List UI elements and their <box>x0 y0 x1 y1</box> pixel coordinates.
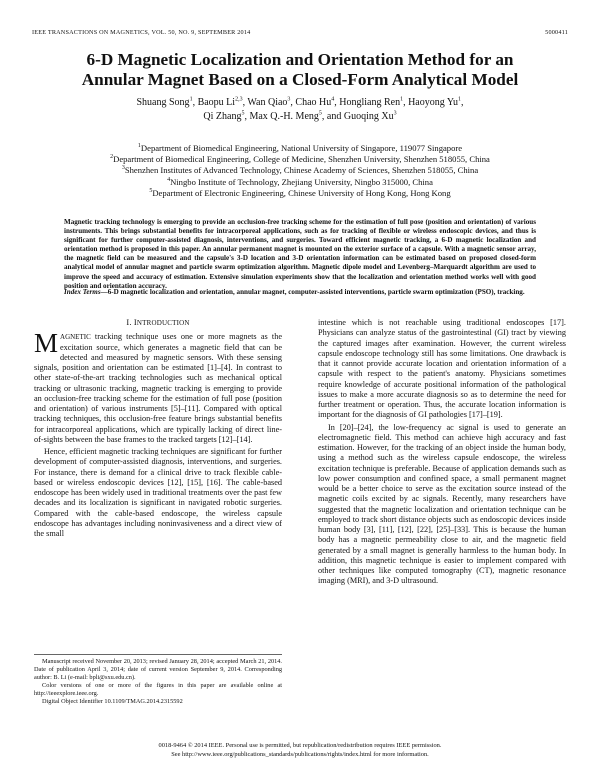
footnotes <box>34 654 282 706</box>
affiliation <box>40 165 560 176</box>
index-terms <box>64 288 536 297</box>
section-first-letter: I <box>133 318 137 327</box>
affiliation-mark: 4 <box>167 176 171 183</box>
footnote-color: Color versions of one or more of the figures in this paper are available online at http://ieeexplore.ieee.org. <box>34 682 282 697</box>
copyright-notice <box>40 742 560 759</box>
author-separator: , <box>334 97 340 108</box>
intro-paragraph-3: intestine which is not reachable using traditional endoscopes [17]. Physicians can analyze status of the gastrointestinal (GI) tract by viewing the captured images after examination. However, the current wireless capsule endoscope technology still has some limitations. One drawback is that it cannot provide accurate location and orientation information of a capsule with respect to the patient's anatomy. Physicians sometimes require knowledge of accurate positional information of the pathological issues to make a more accurate diagnosis so as to determine the need for further treatment or operation. Thus, the accurate location information is important for the diagnosis of GI pathologies [17]–[19]. <box>318 318 566 420</box>
author-separator: , <box>290 97 296 108</box>
affiliation-text: Department of Electronic Engineering, Chinese University of Hong Kong, Hong Kong <box>152 187 451 198</box>
article-number: 5000411 <box>545 29 568 36</box>
affiliation-text: Department of Biomedical Engineering, College of Medicine, Shenzhen University, Shenzhen 518055, China <box>113 154 490 165</box>
author-name: Hongliang Ren <box>339 97 401 108</box>
running-head <box>32 29 568 36</box>
affiliation <box>40 143 560 154</box>
affiliation-list <box>40 143 560 199</box>
copyright-line-2: See http://www.ieee.org/publications_standards/publications/rights/index.html for more information. <box>171 750 429 758</box>
author-affil-mark: 4 <box>331 96 335 103</box>
affiliation-text: Department of Biomedical Engineering, National University of Singapore, 119077 Singapore <box>140 143 463 153</box>
author-separator: , <box>460 97 464 108</box>
journal-info: IEEE TRANSACTIONS ON MAGNETICS, VOL. 50, NO. 9, SEPTEMBER 2014 <box>32 29 251 36</box>
author-affil-mark: 1 <box>457 96 461 103</box>
author-affil-mark: 2,3 <box>235 96 243 103</box>
index-terms-dash: — <box>100 288 108 296</box>
affiliation-mark: 3 <box>121 165 125 172</box>
paragraph-text: tracking technique uses one or more magnets as the excitation source, which generates a magnetic field that can be detected and measured by magnetic sensors. With these sensing signals, position and orientation can be estimated [1]–[4]. In contrast to other state-of-the-art tracking technologies such as mechanical optical tracking or ultrasonic tracking, magnetic tracking is emerging to provide an occlusion-free tracking scheme for the estimation of full pose (position and orientation) of various instruments [5]–[11]. Compared with optical tracking techniques, this occlusion-free feature brings substantial benefits for intracorporeal applications, which are typically lacking of direct line-of-sights between the base frames to the tracked targets [12]–[14]. <box>34 332 282 444</box>
author-line-2 <box>40 110 560 124</box>
section-title-rest: NTRODUCTION <box>136 319 190 327</box>
affiliation-mark: 2 <box>110 154 114 161</box>
footnote-manuscript: Manuscript received November 20, 2013; revised January 28, 2014; accepted March 21, 2014. Date of publication April 3, 2014; date of current version September 9, 2014. Corresponding author: B. Li (e-mail: bpli@sxu.edu.cn). <box>34 658 282 681</box>
drop-cap-word: AGNETIC <box>60 333 91 342</box>
intro-paragraph-2: Hence, efficient magnetic tracking techniques are significant for further development of computer-assisted diagnosis, interventions, and surgeries. For instance, there is demand for a clinical drive to track flexible cable-based or wireless endoscopic devices [12], [15], [16]. The cable-based endoscope has been widely used in traditional treatments over the past few decades and its localization is significant in navigated robotic surgeries. Compared with the cable-based endoscope, the wireless capsule endoscope has advantages including noninvasiveness and a direct view of the small <box>34 447 282 538</box>
section-heading-introduction <box>34 318 282 328</box>
paper-title <box>30 50 570 90</box>
left-column <box>34 318 282 539</box>
author-affil-mark: 3 <box>287 96 291 103</box>
author-name: Haoyong Yu <box>408 97 458 108</box>
index-terms-label: Index Terms <box>64 288 101 296</box>
copyright-line-1: 0018-9464 © 2014 IEEE. Personal use is permitted, but republication/redistribution requires IEEE permission. <box>158 742 442 749</box>
author-separator: , and <box>321 110 344 122</box>
author-name: Qi Zhang <box>203 110 242 122</box>
author-name: Max Q.-H. Meng <box>249 110 319 122</box>
right-column <box>318 318 566 587</box>
intro-paragraph-1 <box>34 328 282 445</box>
author-line-1 <box>40 96 560 110</box>
affiliation-mark: 5 <box>149 187 153 194</box>
author-separator: , <box>192 97 198 108</box>
author-separator: , <box>242 97 248 108</box>
affiliation <box>40 177 560 188</box>
author-name: Guoqing Xu <box>343 110 394 122</box>
author-affil-mark: 1 <box>400 96 404 103</box>
author-affil-mark: 1 <box>189 96 193 103</box>
author-separator: , <box>244 110 250 122</box>
section-numeral: I. <box>126 318 134 327</box>
author-list <box>40 96 560 123</box>
index-terms-text: 6-D magnetic localization and orientation, annular magnet, computer-assisted interventions, particle swarm optimization (PSO), tracking. <box>107 288 525 296</box>
author-name: Baopu Li <box>197 97 236 108</box>
author-separator: , <box>403 97 409 108</box>
author-name: Wan Qiao <box>247 97 288 108</box>
affiliation <box>40 188 560 199</box>
drop-cap: M <box>34 328 59 359</box>
author-affil-mark: 5 <box>318 110 322 117</box>
affiliation-text: Ningbo Institute of Technology, Zhejiang University, Ningbo 315000, China <box>170 176 433 187</box>
author-name: Chao Hu <box>295 97 332 108</box>
footnote-doi: Digital Object Identifier 10.1109/TMAG.2014.2315592 <box>42 698 183 705</box>
intro-paragraph-4: In [20]–[24], the low-frequency ac signal is used to generate an electromagnetic field. This method can achieve high accuracy and fast estimation. However, for the tracking of an object inside the human body, using a method such as the wireless capsule endoscope, the wireless excitation technique is preferable. Because of application demands such as low power consumption and confined space, a small permanent magnet would be a better choice to serve as the excitation source instead of the magnetic coils excited by ac signals. Recently, many researchers have suggested that the magnetic localization and orientation technique can be employed to track short distance objects such as endoscopic devices inside human body [3], [11], [12], [22], [25]–[33]. This is because the human body has a magnetic permeability close to air, and the magnetic field generated by a small magnet is generally harmless to the human body. In addition, this magnetic technique is easier to implement compared with other techniques like computed tomography (CT), magnetic resonance imaging (MRI), and 3-D ultrasound. <box>318 422 566 586</box>
author-name: Shuang Song <box>136 97 190 108</box>
affiliation-text: Shenzhen Institutes of Advanced Technology, Chinese Academy of Sciences, Shenzhen 518055, China <box>124 165 479 176</box>
affiliation <box>40 154 560 165</box>
title-line-2: Annular Magnet Based on a Closed-Form Analytical Model <box>81 70 519 89</box>
affiliation-mark: 1 <box>137 143 141 150</box>
abstract: Magnetic tracking technology is emerging to provide an occlusion-free tracking scheme for the estimation of full pose (position and orientation) of various instruments. This brings substantial benefits for intracorporeal applications, such as for tracking of flexible or wireless endoscopic devices, and thus is significant for further computer-assisted diagnosis, interventions, and surgeries. Toward efficient magnetic tracking, a 6-D magnetic localization and orientation method is proposed in this paper. An annular permanent magnet is mounted on the exterior surface of a capsule. With a magnetic sensor array, the magnetic field can be measured and the capsule's 3-D location and 3-D orientation information can be estimated based on proposed closed-form analytical model of annular magnet and particle swarm optimization algorithm. Magnetic dipole model and Levenberg–Marquardt algorithm are used to improve the speed and accuracy of estimation. Extensive simulation experiments show that the localization and orientation method works well with good position and orientation accuracy. <box>64 218 536 290</box>
author-affil-mark: 3 <box>393 110 397 117</box>
author-affil-mark: 5 <box>241 110 245 117</box>
title-line-1: 6-D Magnetic Localization and Orientation Method for an <box>86 50 514 69</box>
